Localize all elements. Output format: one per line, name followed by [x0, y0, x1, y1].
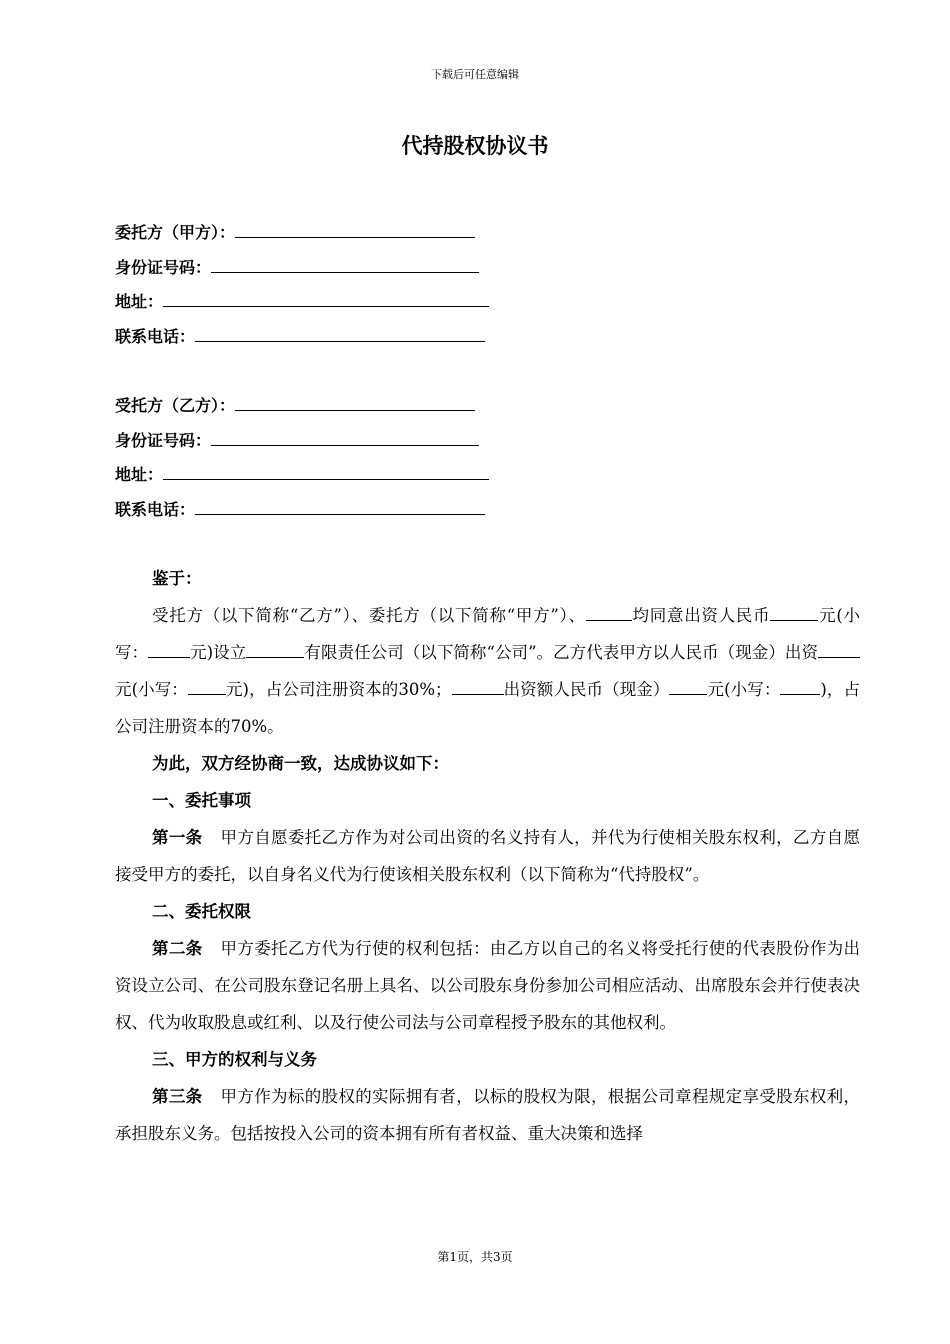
article-text: 甲方作为标的股权的实际拥有者，以标的股权为限，根据公司章程规定享受股东权利，承担股东义务。包括按投入公司的资本拥有所有者权益、重大决策和选择	[115, 1087, 861, 1143]
article-paragraph	[115, 930, 860, 1041]
party-b-phone-field	[115, 496, 485, 520]
section-heading: 三、甲方的权利与义务	[152, 1050, 317, 1069]
agreement-intro: 为此，双方经协商一致，达成协议如下：	[152, 754, 449, 773]
party-b-capital-blank[interactable]	[818, 639, 860, 658]
section-heading: 二、委托权限	[152, 902, 251, 921]
party-a-phone-blank[interactable]	[195, 323, 485, 342]
article-text: 甲方自愿委托乙方作为对公司出资的名义持有人，并代为行使相关股东权利，乙方自愿接受甲方的委托，以自身名义代为行使该相关股东权利（以下简称为“代持股权”。	[115, 828, 861, 884]
section-heading: 一、委托事项	[152, 791, 251, 810]
recital-text-5: 有限责任公司（以下简称“公司”。乙方代表甲方以人民币（现金）出资	[304, 643, 819, 662]
party-a-name-blank[interactable]	[235, 219, 475, 238]
co-investor-blank[interactable]	[586, 602, 632, 621]
party-b-address-field	[115, 461, 489, 485]
article-label: 第二条	[152, 939, 203, 958]
party-b-id-label: 身份证号码：	[115, 431, 212, 450]
recital-text-7: 元)，占公司注册资本的30%；	[225, 680, 452, 699]
page-header: 下载后可任意编辑	[431, 68, 519, 81]
party-a-name-field	[115, 219, 475, 243]
other-investor-blank[interactable]	[452, 676, 504, 695]
party-b-name-label: 受托方（乙方）：	[115, 396, 236, 415]
recital-paragraph	[115, 597, 860, 745]
party-b-name-blank[interactable]	[235, 392, 475, 411]
article-paragraph	[115, 1078, 860, 1152]
recital-text-9: 元(小写：	[707, 680, 781, 699]
article-label: 第一条	[152, 828, 203, 847]
party-b-capital-figure-blank[interactable]	[188, 676, 226, 695]
company-name-blank[interactable]	[246, 639, 304, 658]
party-b-name-field	[115, 392, 475, 416]
party-a-address-label: 地址：	[115, 292, 164, 311]
party-a-id-field	[115, 254, 479, 278]
recital-text-4: 元)设立	[190, 643, 247, 662]
recital-text-1: 受托方（以下简称“乙方”）、委托方（以下简称“甲方”）、	[152, 606, 586, 625]
recital-text-6: 元(小写：	[115, 680, 188, 699]
document-body	[115, 560, 860, 1152]
party-a-id-label: 身份证号码：	[115, 258, 212, 277]
article-text: 甲方委托乙方代为行使的权利包括：由乙方以自己的名义将受托行使的代表股份作为出资设立公司、在公司股东登记名册上具名、以公司股东身份参加公司相应活动、出席股东会并行使表决权、代为收取股息或红利、以及行使公司法与公司章程授予股东的其他权利。	[115, 939, 861, 1032]
party-a-address-field	[115, 288, 489, 312]
party-a-address-blank[interactable]	[163, 288, 489, 307]
recital-text-2: 均同意出资人民币	[631, 606, 771, 625]
party-a-id-blank[interactable]	[211, 254, 479, 273]
page-footer: 第1页，共3页	[437, 1250, 513, 1264]
total-capital-figure-blank[interactable]	[148, 639, 190, 658]
other-capital-blank[interactable]	[669, 676, 707, 695]
party-b-id-field	[115, 427, 479, 451]
recital-text-3: 元(小写：	[115, 606, 861, 662]
article-label: 第三条	[152, 1087, 203, 1106]
party-b-id-blank[interactable]	[211, 427, 479, 446]
party-b-address-label: 地址：	[115, 465, 164, 484]
party-b-phone-label: 联系电话：	[115, 500, 196, 519]
recital-text-10: )，占公司注册资本的70%。	[115, 680, 861, 736]
party-a-phone-label: 联系电话：	[115, 327, 196, 346]
document-title: 代持股权协议书	[401, 133, 549, 158]
total-capital-blank[interactable]	[770, 602, 818, 621]
party-b-phone-blank[interactable]	[195, 496, 485, 515]
party-b-address-blank[interactable]	[163, 461, 489, 480]
recital-text-8: 出资额人民币（现金）	[503, 680, 670, 699]
party-a-name-label: 委托方（甲方）：	[115, 223, 236, 242]
party-a-phone-field	[115, 323, 485, 347]
article-paragraph	[115, 819, 860, 893]
recital-heading: 鉴于：	[152, 569, 202, 588]
other-capital-figure-blank[interactable]	[780, 676, 820, 695]
